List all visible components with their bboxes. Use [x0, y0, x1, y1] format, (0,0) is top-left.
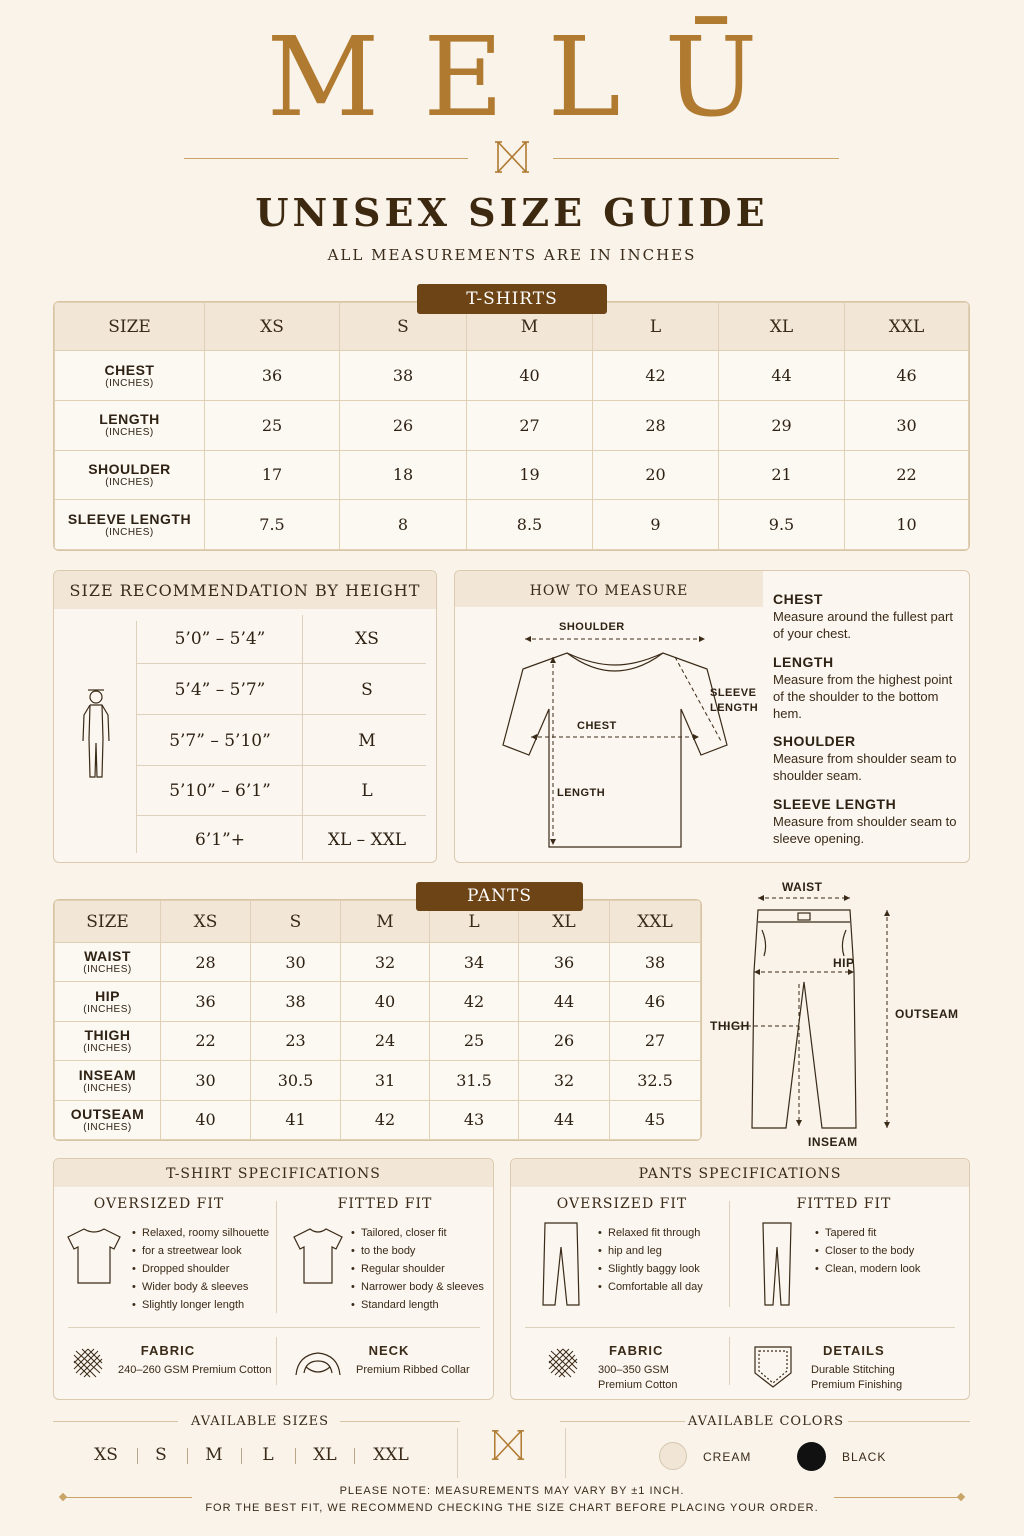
row-label: INSEAM (INCHES) — [55, 1061, 161, 1100]
person-icon — [78, 689, 114, 781]
list-item: • for a streetwear look — [132, 1242, 282, 1260]
fitted-fit-title: FITTED FIT — [796, 1196, 892, 1212]
measure-item-label: CHEST — [773, 591, 823, 607]
size-chip: XXL — [373, 1445, 409, 1465]
fabric-weave-icon — [545, 1345, 581, 1381]
table-row — [55, 943, 701, 982]
header-cell: L — [593, 303, 719, 351]
shoulder-diagram-label: SHOULDER — [559, 621, 625, 633]
neck-title: NECK — [368, 1343, 410, 1358]
sleeve-diagram-label: SLEEVE — [710, 687, 757, 699]
header-divider-right — [553, 158, 839, 159]
table-row — [55, 500, 969, 550]
fitted-pants-icon — [755, 1221, 799, 1307]
tshirt-specs-title: T-SHIRT SPECIFICATIONS — [54, 1159, 493, 1187]
table-cell: 23 — [251, 1021, 341, 1060]
details-line2: Premium Finishing — [811, 1379, 903, 1391]
table-cell: 17 — [205, 450, 340, 500]
table-cell: 40 — [341, 982, 430, 1021]
oversized-fit-bullets — [132, 1224, 282, 1314]
header-cell: SIZE — [55, 303, 205, 351]
measure-item-text: Measure from shoulder seam to shoulder seam. — [773, 751, 957, 783]
measure-item-label: LENGTH — [773, 654, 834, 670]
available-sizes-title: AVAILABLE SIZES — [190, 1414, 330, 1429]
page-title: UNISEX SIZE GUIDE — [255, 190, 769, 235]
table-cell: 44 — [519, 1100, 610, 1139]
list-item: • Dropped shoulder — [132, 1260, 282, 1278]
table-cell: 27 — [467, 400, 593, 450]
tshirt-size-table — [53, 301, 970, 551]
table-cell: 22 — [161, 1021, 251, 1060]
available-colors-title: AVAILABLE COLORS — [687, 1414, 845, 1429]
black-color-label: BLACK — [842, 1450, 887, 1464]
height-size: M — [358, 731, 376, 751]
header-cell: XS — [205, 303, 340, 351]
list-item: • Standard length — [351, 1296, 491, 1314]
footer-note-line1: PLEASE NOTE: MEASUREMENTS MAY VARY BY ±1 INCH. — [339, 1485, 685, 1497]
table-row — [55, 400, 969, 450]
header-cell: XXL — [610, 901, 701, 943]
chest-diagram-label: CHEST — [577, 720, 617, 732]
header-cell: M — [467, 303, 593, 351]
brand-logo-text: MELŪ — [266, 13, 802, 141]
header-cell: M — [341, 901, 430, 943]
table-cell: 30 — [251, 943, 341, 982]
details-line1: Durable Stitching — [811, 1364, 895, 1376]
page-subtitle: ALL MEASUREMENTS ARE IN INCHES — [327, 246, 697, 264]
measure-item-text: Measure around the fullest part of your chest. — [773, 609, 953, 641]
height-range: 6’1”+ — [195, 830, 245, 850]
height-size: XL – XXL — [327, 830, 407, 850]
table-cell: 42 — [593, 351, 719, 401]
list-item: • Regular shoulder — [351, 1260, 491, 1278]
outseam-diagram-label: OUTSEAM — [895, 1007, 959, 1021]
header-cell: XS — [161, 901, 251, 943]
cream-color-label: CREAM — [703, 1450, 752, 1464]
fitted-tshirt-icon — [290, 1225, 346, 1285]
measure-instructions — [773, 591, 963, 848]
table-cell: 36 — [161, 982, 251, 1021]
row-label: LENGTH (INCHES) — [55, 400, 205, 450]
table-cell: 25 — [430, 1021, 519, 1060]
list-item: • to the body — [351, 1242, 491, 1260]
list-item: • Wider body & sleeves — [132, 1278, 282, 1296]
table-cell: 8 — [340, 500, 467, 550]
oversized-fit-title: OVERSIZED FIT — [93, 1196, 225, 1212]
table-cell: 30 — [161, 1061, 251, 1100]
table-cell: 44 — [719, 351, 845, 401]
measure-item-label: SHOULDER — [773, 733, 856, 749]
collar-icon — [292, 1347, 344, 1381]
pants-banner: PANTS — [416, 882, 583, 911]
pants-specs-title: PANTS SPECIFICATIONS — [511, 1159, 969, 1187]
fabric-text: 240–260 GSM Premium Cotton — [118, 1364, 272, 1376]
table-row — [55, 450, 969, 500]
monogram-icon — [491, 1426, 525, 1464]
how-to-measure-panel — [454, 570, 970, 863]
table-cell: 19 — [467, 450, 593, 500]
table-cell: 26 — [519, 1021, 610, 1060]
list-item: • Clean, modern look — [815, 1260, 955, 1278]
table-cell: 22 — [845, 450, 969, 500]
row-label: WAIST (INCHES) — [55, 943, 161, 982]
table-cell: 36 — [205, 351, 340, 401]
size-chip: M — [205, 1445, 223, 1465]
table-cell: 28 — [161, 943, 251, 982]
size-chip: XS — [94, 1445, 118, 1465]
table-cell: 9 — [593, 500, 719, 550]
table-cell: 20 — [593, 450, 719, 500]
table-cell: 26 — [340, 400, 467, 450]
tshirts-banner: T-SHIRTS — [417, 284, 607, 314]
header-cell: XXL — [845, 303, 969, 351]
sleeve-length-diagram-label: LENGTH — [710, 702, 759, 714]
table-cell: 32 — [519, 1061, 610, 1100]
oversized-pants-icon — [539, 1221, 583, 1307]
header-cell: L — [430, 901, 519, 943]
pants-size-table — [53, 899, 702, 1141]
table-cell: 31.5 — [430, 1061, 519, 1100]
header-cell: SIZE — [55, 901, 161, 943]
table-cell: 38 — [610, 943, 701, 982]
thigh-diagram-label: THIGH — [710, 1019, 750, 1033]
height-size: L — [361, 781, 373, 801]
table-cell: 40 — [161, 1100, 251, 1139]
table-row — [55, 1021, 701, 1060]
fitted-fit-bullets — [351, 1224, 491, 1314]
table-cell: 21 — [719, 450, 845, 500]
table-cell: 18 — [340, 450, 467, 500]
table-cell: 38 — [251, 982, 341, 1021]
list-item: • Relaxed, roomy silhouette — [132, 1224, 282, 1242]
fitted-pants-bullets — [815, 1224, 955, 1278]
how-to-measure-title: HOW TO MEASURE — [455, 571, 763, 607]
size-chip: S — [155, 1445, 167, 1465]
height-range: 5’4” – 5’7” — [174, 680, 266, 700]
oversized-pants-bullets — [598, 1224, 728, 1296]
table-cell: 42 — [341, 1100, 430, 1139]
fabric-weave-icon — [70, 1345, 106, 1381]
table-cell: 29 — [719, 400, 845, 450]
monogram-icon — [494, 138, 530, 176]
table-cell: 30.5 — [251, 1061, 341, 1100]
oversized-fit-title: OVERSIZED FIT — [556, 1196, 688, 1212]
measure-item-text: Measure from the highest point of the shoulder to the bottom hem. — [773, 672, 953, 721]
list-item: • Slightly longer length — [132, 1296, 282, 1314]
header-cell: XL — [719, 303, 845, 351]
table-cell: 10 — [845, 500, 969, 550]
table-cell: 40 — [467, 351, 593, 401]
table-cell: 32 — [341, 943, 430, 982]
table-row — [55, 1100, 701, 1139]
pocket-icon — [751, 1343, 795, 1389]
list-item: • Narrower body & sleeves — [351, 1278, 491, 1296]
height-recommendation-panel — [53, 570, 437, 863]
table-cell: 38 — [340, 351, 467, 401]
tshirt-specifications-panel — [53, 1158, 494, 1400]
header-divider-left — [184, 158, 468, 159]
table-cell: 42 — [430, 982, 519, 1021]
size-chip: XL — [313, 1445, 337, 1465]
table-cell: 41 — [251, 1100, 341, 1139]
table-cell: 32.5 — [610, 1061, 701, 1100]
header-cell: XL — [519, 901, 610, 943]
tshirt-measure-diagram — [475, 617, 765, 857]
list-item: • Closer to the body — [815, 1242, 955, 1260]
table-cell: 8.5 — [467, 500, 593, 550]
measure-item-text: Measure from shoulder seam to sleeve opening. — [773, 814, 957, 846]
table-cell: 9.5 — [719, 500, 845, 550]
list-item: • hip and leg — [598, 1242, 728, 1260]
list-item: • Tapered fit — [815, 1224, 955, 1242]
row-label: THIGH (INCHES) — [55, 1021, 161, 1060]
height-size: XS — [355, 629, 379, 649]
black-swatch[interactable] — [797, 1442, 826, 1471]
length-diagram-label: LENGTH — [557, 787, 606, 799]
inseam-diagram-label: INSEAM — [808, 1135, 858, 1149]
height-recommendation-title: SIZE RECOMMENDATION BY HEIGHT — [54, 571, 436, 609]
table-cell: 34 — [430, 943, 519, 982]
header-cell: S — [251, 901, 341, 943]
table-row — [55, 1061, 701, 1100]
header-cell: S — [340, 303, 467, 351]
row-label: HIP (INCHES) — [55, 982, 161, 1021]
size-chip: L — [262, 1445, 274, 1465]
table-row — [55, 351, 969, 401]
table-cell: 46 — [845, 351, 969, 401]
list-item: • Comfortable all day — [598, 1278, 728, 1296]
height-range: 5’7” – 5’10” — [169, 731, 271, 751]
table-cell: 31 — [341, 1061, 430, 1100]
measure-item-label: SLEEVE LENGTH — [773, 796, 897, 812]
table-cell: 24 — [341, 1021, 430, 1060]
waist-diagram-label: WAIST — [782, 880, 823, 894]
table-cell: 36 — [519, 943, 610, 982]
list-item: • Slightly baggy look — [598, 1260, 728, 1278]
table-cell: 25 — [205, 400, 340, 450]
table-cell: 46 — [610, 982, 701, 1021]
height-size: S — [361, 680, 373, 700]
pants-specifications-panel — [510, 1158, 970, 1400]
height-range: 5’10” – 6’1” — [169, 781, 271, 801]
row-label: SLEEVE LENGTH (INCHES) — [55, 500, 205, 550]
row-label: SHOULDER (INCHES) — [55, 450, 205, 500]
table-cell: 45 — [610, 1100, 701, 1139]
row-label: OUTSEAM (INCHES) — [55, 1100, 161, 1139]
table-row — [55, 982, 701, 1021]
table-cell: 28 — [593, 400, 719, 450]
cream-swatch[interactable] — [659, 1442, 687, 1470]
table-cell: 27 — [610, 1021, 701, 1060]
hip-diagram-label: HIP — [833, 956, 855, 970]
list-item: • Tailored, closer fit — [351, 1224, 491, 1242]
table-cell: 30 — [845, 400, 969, 450]
fabric-title: FABRIC — [140, 1343, 196, 1358]
table-cell: 44 — [519, 982, 610, 1021]
list-item: • Relaxed fit through — [598, 1224, 728, 1242]
table-cell: 7.5 — [205, 500, 340, 550]
details-title: DETAILS — [823, 1343, 885, 1358]
height-range: 5’0” – 5’4” — [174, 629, 266, 649]
fabric-title: FABRIC — [609, 1343, 664, 1358]
neck-text: Premium Ribbed Collar — [356, 1364, 470, 1376]
footer-note-line2: FOR THE BEST FIT, WE RECOMMEND CHECKING THE SIZE CHART BEFORE PLACING YOUR ORDER. — [205, 1502, 819, 1514]
row-label: CHEST (INCHES) — [55, 351, 205, 401]
table-cell: 43 — [430, 1100, 519, 1139]
oversized-tshirt-icon — [66, 1225, 122, 1285]
fabric-line1: 300–350 GSM — [598, 1364, 669, 1376]
fitted-fit-title: FITTED FIT — [337, 1196, 433, 1212]
fabric-line2: Premium Cotton — [598, 1379, 678, 1391]
